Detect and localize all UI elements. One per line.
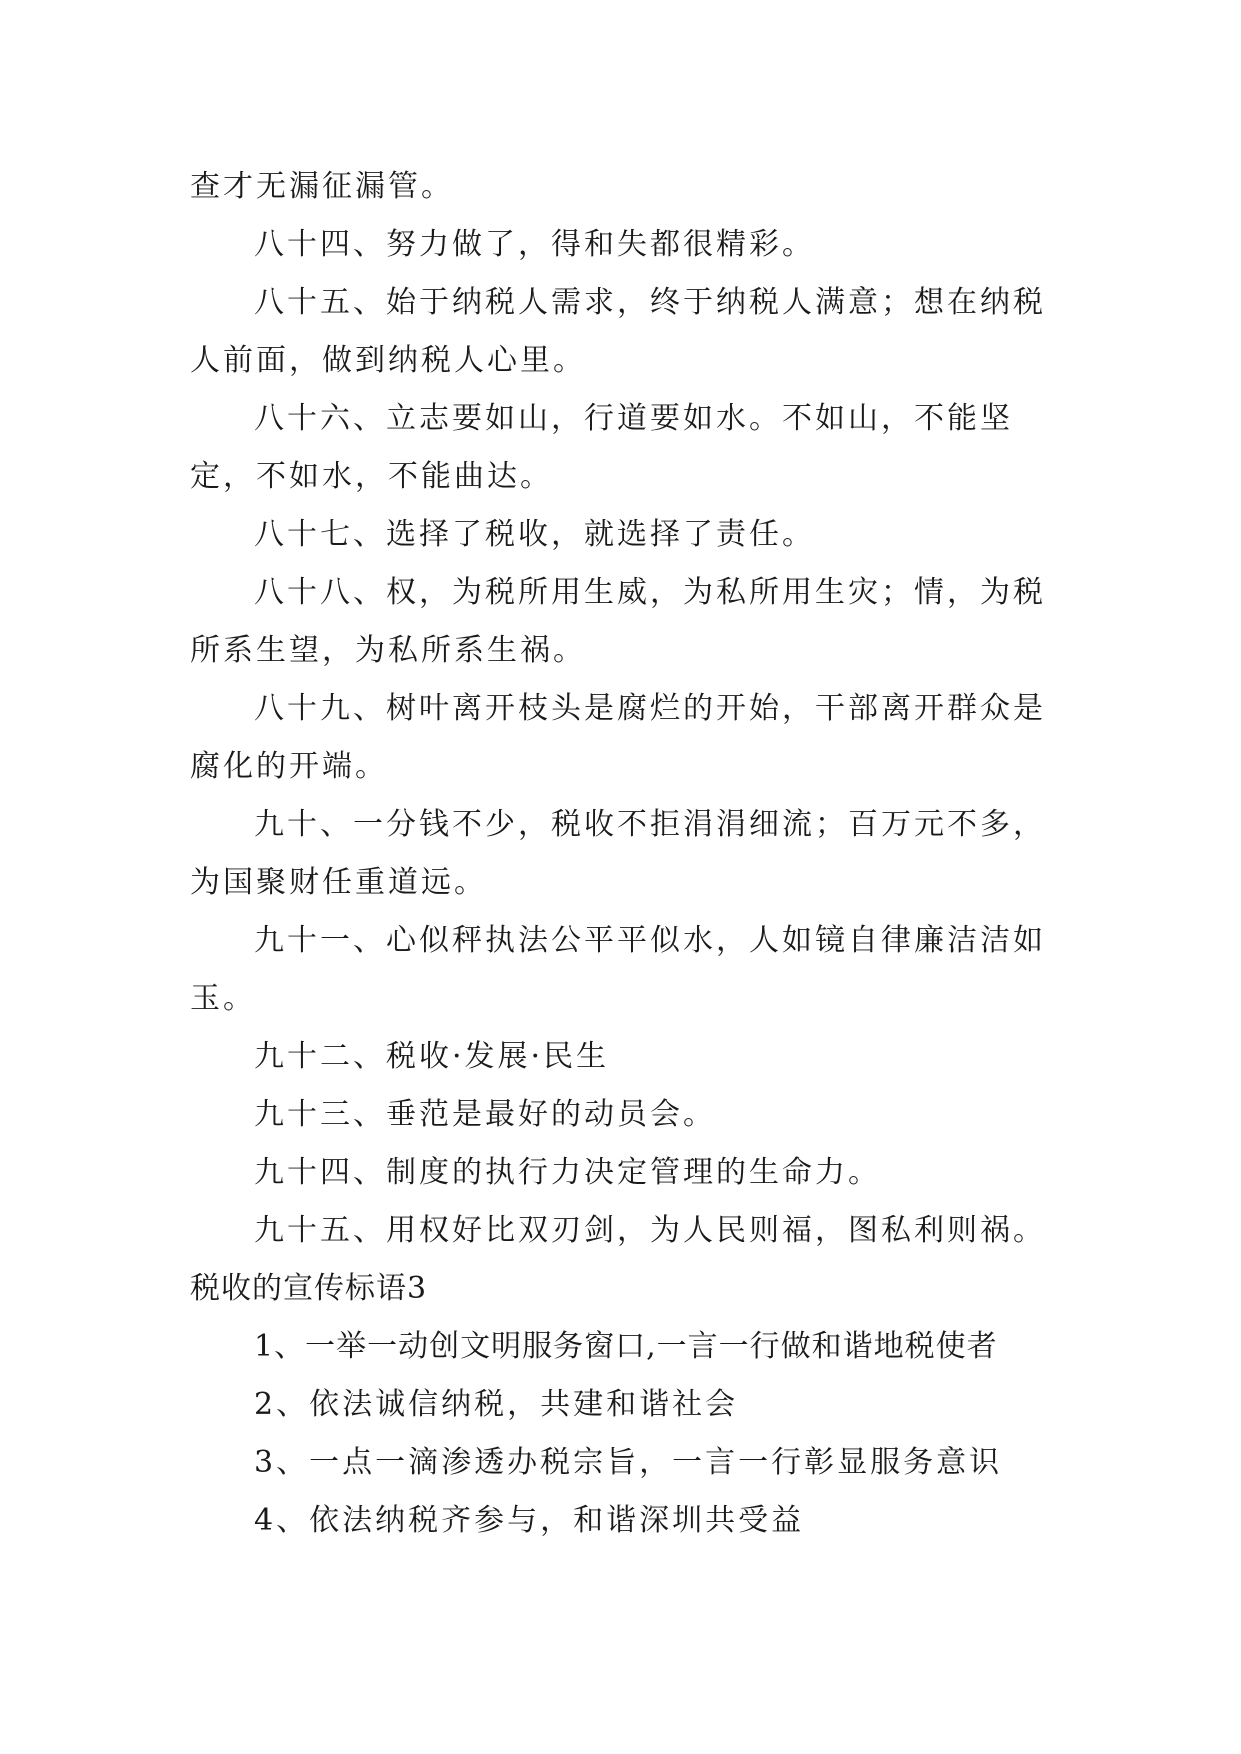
paragraph-87: 八十七、选择了税收，就选择了责任。 <box>254 517 815 552</box>
section-heading: 税收的宣传标语3 <box>190 1271 428 1306</box>
paragraph-93: 九十三、垂范是最好的动员会。 <box>254 1097 716 1132</box>
list-item: 4、依法纳税齐参与，和谐深圳共受益 <box>254 1503 805 1538</box>
paragraph-91: 九十一、心似秤执法公平平似水，人如镜自律廉洁洁如玉。 <box>190 923 1046 1016</box>
paragraph-95: 九十五、用权好比双刃剑，为人民则福，图私利则祸。 <box>254 1213 1046 1248</box>
paragraph-92: 九十二、税收·发展·民生 <box>254 1039 610 1074</box>
paragraph-85: 八十五、始于纳税人需求，终于纳税人满意；想在纳税人前面，做到纳税人心里。 <box>190 285 1046 378</box>
paragraph-86: 八十六、立志要如山，行道要如水。不如山，不能坚定，不如水，不能曲达。 <box>190 401 1013 494</box>
paragraph-90: 九十、一分钱不少，税收不拒涓涓细流；百万元不多，为国聚财任重道远。 <box>190 807 1046 900</box>
paragraph-continuation: 查才无漏征漏管。 <box>190 169 454 204</box>
paragraph-94: 九十四、制度的执行力决定管理的生命力。 <box>254 1155 881 1190</box>
list-item: 3、一点一滴渗透办税宗旨，一言一行彰显服务意识 <box>254 1445 1003 1480</box>
paragraph-88: 八十八、权，为税所用生威，为私所用生灾；情，为税所系生望，为私所系生祸。 <box>190 575 1046 668</box>
paragraph-89: 八十九、树叶离开枝头是腐烂的开始，干部离开群众是腐化的开端。 <box>190 691 1046 784</box>
list-item: 2、依法诚信纳税，共建和谐社会 <box>254 1387 739 1422</box>
list-item: 1、一举一动创文明服务窗口,一言一行做和谐地税使者 <box>254 1329 998 1364</box>
paragraph-84: 八十四、努力做了，得和失都很精彩。 <box>254 227 815 262</box>
